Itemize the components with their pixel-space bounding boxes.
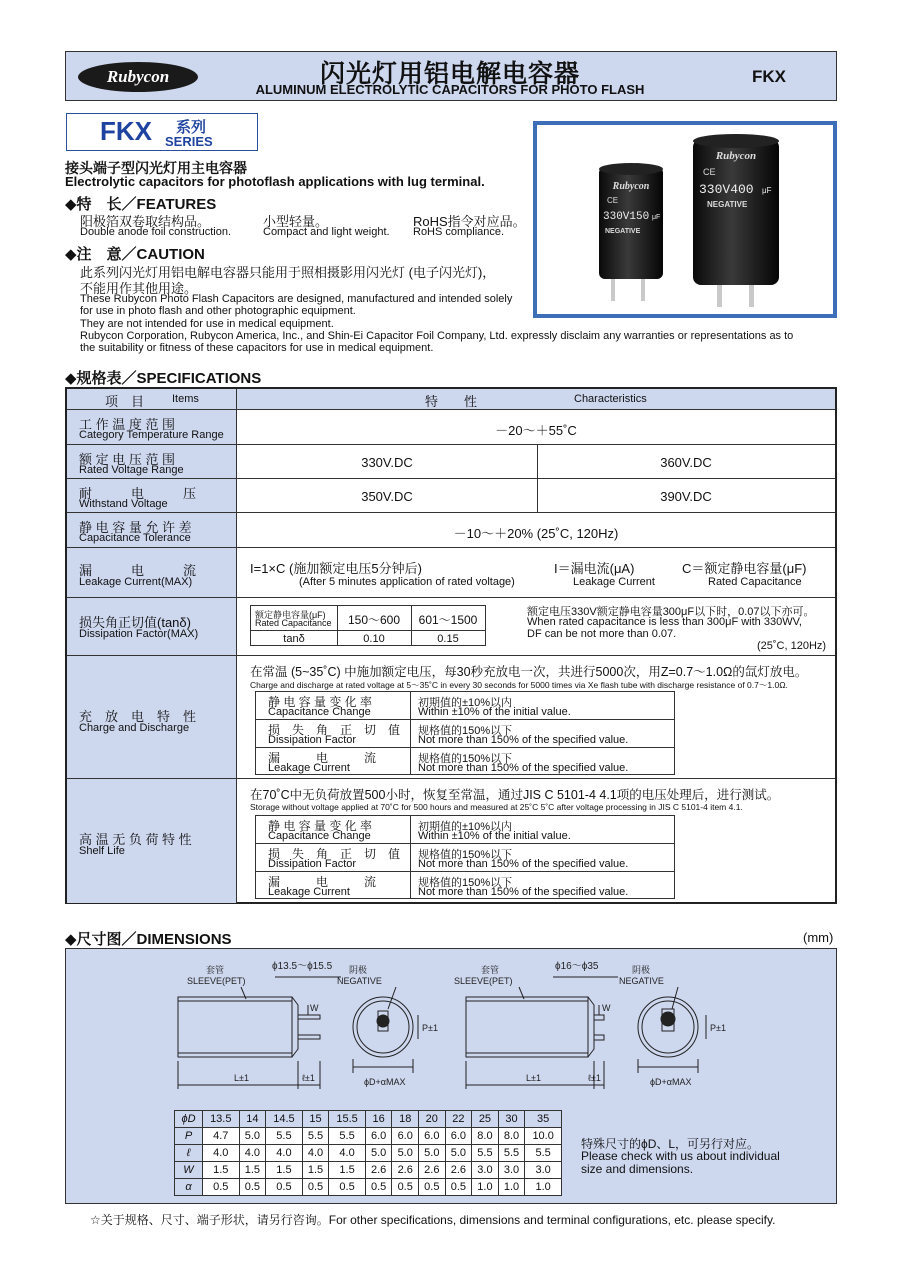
leakage-c-def-en: Rated Capacitance (708, 576, 802, 588)
dim-cell: 5.5 (498, 1145, 525, 1162)
df-note-en-2: DF can be not more than 0.07. (527, 628, 677, 640)
shelf-desc-en: Storage without voltage applied at 70˚C for 500 hours and measured at 25˚C 5˚C after voltage processing in JIS C 5101-4 item 4.1. (250, 802, 743, 812)
series-code: FKX (752, 67, 786, 86)
temp-value: －20～＋55˚C (495, 423, 577, 438)
dim-cell: 0.5 (239, 1179, 266, 1196)
dim-cell: 5.0 (239, 1128, 266, 1145)
right-sleeve-cn: 套管 (481, 965, 500, 975)
right-end-view (638, 997, 698, 1057)
right-sleeve-en: SLEEVE(PET) (454, 976, 513, 986)
withstand-value-2: 390V.DC (660, 489, 712, 504)
charge-desc-cn: 在常温 (5~35˚C) 中施加额定电压，每30秒充放电一次，共进行5000次，用Z=0.7～1.0Ω的氙灯放电。 (250, 665, 808, 679)
shelf-r3-en: Leakage Current (268, 886, 350, 898)
right-terminal-1 (594, 1015, 604, 1020)
series-box (66, 113, 258, 151)
left-range: ϕ13.5～ϕ15.5 (272, 961, 333, 972)
dim-cell: 2.6 (445, 1162, 472, 1179)
charge-r1-en: Capacitance Change (268, 706, 371, 718)
dim-cell: 1.0 (525, 1179, 562, 1196)
dim-cell: 13.5 (203, 1111, 240, 1128)
dim-cell: 6.0 (365, 1128, 392, 1145)
feature-1-en: Double anode foil construction. (80, 226, 232, 238)
withstand-label-cn: 耐 电 压 (79, 486, 197, 501)
feature-3-cn: RoHS指令对应品。 (413, 214, 526, 229)
dim-row-label: W (175, 1162, 203, 1179)
df-note-en-1: When rated capacitance is less than 300μF with 330WV, (527, 616, 802, 628)
shelf-r2-en: Dissipation Factor (268, 858, 357, 870)
right-W-label: W (602, 1003, 611, 1013)
leakage-formula: I=1×C (施加额定电压5分钟后) (250, 561, 422, 576)
dim-cell: 4.0 (329, 1145, 366, 1162)
feature-2-en: Compact and light weight. (263, 226, 390, 238)
leakage-label-cn: 漏 电 流 (79, 563, 197, 578)
feature-1-cn: 阳极箔双卷取结构品。 (80, 214, 211, 229)
rubycon-logo: Rubycon (78, 62, 198, 92)
dim-cell: 2.6 (365, 1162, 392, 1179)
charge-r2-en: Dissipation Factor (268, 734, 357, 746)
dim-cell: 5.5 (329, 1128, 366, 1145)
withstand-label-en: Withstand Voltage (79, 498, 168, 510)
series-label-cn: 系列 (176, 119, 207, 136)
left-D-label: ϕD+αMAX (364, 1077, 406, 1087)
dim-cell: 35 (525, 1111, 562, 1128)
dim-row (175, 1162, 562, 1179)
large-cap-ce: CE (703, 167, 716, 177)
spec-row-charge (67, 655, 835, 778)
dim-cell: 10.0 (525, 1128, 562, 1145)
product-photo (533, 121, 837, 318)
spec-row-shelf (67, 778, 835, 902)
dim-cell: 22 (445, 1111, 472, 1128)
dim-note-cn: 特殊尺寸的ϕD、L，可另行对应。 (581, 1137, 760, 1151)
right-l-label: ℓ±1 (588, 1073, 601, 1083)
dim-cell: 5.0 (419, 1145, 446, 1162)
dim-row (175, 1179, 562, 1196)
dim-cell: 5.5 (266, 1128, 303, 1145)
dim-row-label: α (175, 1179, 203, 1196)
right-terminal-2 (594, 1035, 604, 1040)
df-note-cn: 额定电压330V额定静电容量300μF以下时，0.07以下亦可。 (527, 606, 815, 618)
temp-label-cn: 工 作 温 度 范 围 (79, 417, 176, 432)
leakage-c-def: C＝额定静电容量(μF) (682, 561, 807, 576)
spec-row-dissipation (67, 597, 835, 655)
dim-cell: 4.0 (266, 1145, 303, 1162)
dim-cell: 1.5 (239, 1162, 266, 1179)
left-neg-en: NEGATIVE (337, 976, 382, 986)
shelf-r1-vcn: 初期值的±10%以内 (418, 821, 513, 833)
dim-cell: 5.0 (365, 1145, 392, 1162)
dim-cell: 1.5 (302, 1162, 329, 1179)
charge-r1-vcn: 初期值的±10%以内 (418, 697, 513, 709)
left-neg-cn: 阴极 (349, 965, 368, 975)
dim-cell: 1.5 (266, 1162, 303, 1179)
dim-cell: 14.5 (266, 1111, 303, 1128)
tolerance-value: －10～＋20% (25˚C, 120Hz) (453, 526, 619, 541)
dim-note-en-1: Please check with us about individual (581, 1149, 780, 1163)
charge-r3-vcn: 规格值的150%以下 (418, 753, 513, 765)
charge-r3-en: Leakage Current (268, 762, 350, 774)
left-terminal-1 (298, 1015, 320, 1019)
leakage-label-en: Leakage Current(MAX) (79, 576, 193, 588)
charge-r3-ven: Not more than 150% of the specified value. (418, 762, 629, 774)
dim-cell: 30 (498, 1111, 525, 1128)
dim-cell: 18 (392, 1111, 419, 1128)
temp-label-en: Category Temperature Range (79, 429, 224, 441)
specs-heading: ◆规格表／SPECIFICATIONS (65, 370, 262, 387)
df-cap-range-2: 601～1500 (418, 613, 478, 627)
head-char-cn: 特 性 (425, 394, 478, 409)
dim-cell: 6.0 (445, 1128, 472, 1145)
leakage-i-def-en: Leakage Current (573, 576, 655, 588)
dim-cell: 4.7 (203, 1128, 240, 1145)
footer-note: ☆关于规格、尺寸、端子形状，请另行咨询。For other specifications, dimensions and terminal configurations, etc. please specify. (90, 1213, 776, 1227)
dimension-table (174, 1110, 562, 1196)
small-cap-unit: μF (652, 214, 661, 221)
dim-row (175, 1128, 562, 1145)
dim-cell: 4.0 (302, 1145, 329, 1162)
dim-cell: 6.0 (392, 1128, 419, 1145)
dim-cell: 5.5 (472, 1145, 499, 1162)
tolerance-label-cn: 静 电 容 量 允 许 差 (79, 520, 192, 535)
dim-cell: 1.0 (472, 1179, 499, 1196)
shelf-r1-en: Capacitance Change (268, 830, 371, 842)
dim-row (175, 1111, 562, 1128)
capacitor-photo-svg (537, 125, 833, 314)
series-label-en: SERIES (165, 134, 213, 149)
dim-cell: 5.5 (302, 1128, 329, 1145)
caution-en-4: Rubycon Corporation, Rubycon America, Inc., and Shin-Ei Capacitor Foil Company, Ltd. expressly disclaim any warranties or representations as to (80, 330, 794, 342)
voltage-label-cn: 额 定 电 压 范 围 (79, 452, 176, 467)
left-L-label: L±1 (234, 1073, 249, 1083)
left-sleeve-en: SLEEVE(PET) (187, 976, 246, 986)
dim-cell: 0.5 (365, 1179, 392, 1196)
dim-cell: 1.5 (329, 1162, 366, 1179)
dim-cell: 3.0 (472, 1162, 499, 1179)
dim-cell: 4.0 (239, 1145, 266, 1162)
shelf-desc-cn: 在70˚C中无负荷放置500小时，恢复至常温，通过JIS C 5101-4 4.1项的电压处理后，进行测试。 (250, 788, 780, 802)
caution-en-2: for use in photo flash and other photographic equipment. (80, 305, 356, 317)
left-W-label: W (310, 1003, 319, 1013)
charge-r3-cn: 漏 电 流 (268, 751, 377, 765)
head-char-en: Characteristics (574, 393, 647, 405)
right-neg-en: NEGATIVE (619, 976, 664, 986)
charge-label-cn: 充 放 电 特 性 (79, 709, 197, 724)
dim-cell: 0.5 (302, 1179, 329, 1196)
head-items-cn: 项 目 (105, 394, 145, 409)
spec-row-tolerance (67, 512, 835, 547)
large-cap-negative: NEGATIVE (707, 200, 748, 209)
shelf-subtable (255, 815, 675, 899)
dimensions-unit: (mm) (803, 930, 834, 945)
right-neg-cn: 阴极 (632, 965, 651, 975)
spec-table (65, 387, 837, 904)
dim-row-label: ℓ (175, 1145, 203, 1162)
left-P-label: P±1 (422, 1023, 438, 1033)
df-cap-range-1: 150～600 (347, 613, 401, 627)
leakage-i-def: I＝漏电流(μA) (554, 561, 635, 576)
shelf-r3-ven: Not more than 150% of the specified value. (418, 886, 629, 898)
dim-cell: 1.5 (203, 1162, 240, 1179)
left-sleeve-cn: 套管 (206, 965, 225, 975)
right-side-body (466, 997, 588, 1057)
dim-cell: 16 (365, 1111, 392, 1128)
right-P-label: P±1 (710, 1023, 726, 1033)
charge-r1-ven: Within ±10% of the initial value. (418, 706, 571, 718)
dim-note-en-2: size and dimensions. (581, 1162, 694, 1176)
small-cap-ce: CE (607, 196, 619, 205)
df-value-1: 0.10 (363, 633, 385, 645)
small-cap-brand: Rubycon (612, 181, 650, 192)
shelf-label-en: Shelf Life (79, 845, 125, 857)
withstand-value-1: 350V.DC (361, 489, 413, 504)
dim-cell: 25 (472, 1111, 499, 1128)
dim-cell: 2.6 (419, 1162, 446, 1179)
caution-heading: ◆注 意／CAUTION (65, 246, 205, 263)
dissipation-label-en: Dissipation Factor(MAX) (79, 628, 199, 640)
dim-cell: 0.5 (392, 1179, 419, 1196)
dim-cell: 15 (302, 1111, 329, 1128)
voltage-value-1: 330V.DC (361, 455, 413, 470)
df-condition: (25˚C, 120Hz) (757, 640, 827, 652)
left-terminal-2 (298, 1035, 320, 1039)
caution-cn-1: 此系列闪光灯用铝电解电容器只能用于照相摄影用闪光灯 (电子闪光灯)， (80, 265, 496, 280)
dim-cell: 0.5 (445, 1179, 472, 1196)
dim-cell: 5.0 (445, 1145, 472, 1162)
dimension-drawings (66, 949, 836, 1109)
dim-cell: 8.0 (472, 1128, 499, 1145)
charge-subtable (255, 691, 675, 775)
dim-cell: 1.0 (498, 1179, 525, 1196)
caution-cn-2: 不能用作其他用途。 (80, 281, 198, 296)
feature-3-en: RoHS compliance. (413, 226, 505, 238)
dissipation-subtable (250, 605, 486, 646)
shelf-r2-vcn: 规格值的150%以下 (418, 849, 513, 861)
shelf-r3-cn: 漏 电 流 (268, 875, 377, 889)
charge-label-en: Charge and Discharge (79, 722, 190, 734)
dim-cell: 14 (239, 1111, 266, 1128)
df-head-en: Rated Capacitance (255, 618, 332, 628)
dim-cell: 3.0 (525, 1162, 562, 1179)
small-cap-rating: 330V150 (603, 211, 650, 223)
large-cap-rating: 330V400 (699, 182, 754, 197)
dim-cell: 15.5 (329, 1111, 366, 1128)
dim-cell: 0.5 (266, 1179, 303, 1196)
title-en: ALUMINUM ELECTROLYTIC CAPACITORS FOR PHOTO FLASH (255, 82, 645, 97)
dim-cell: 3.0 (498, 1162, 525, 1179)
dim-cell: 0.5 (419, 1179, 446, 1196)
shelf-r2-cn: 损 失 角 正 切 值 (268, 847, 401, 861)
left-l-label: ℓ±1 (302, 1073, 315, 1083)
dim-cell: 2.6 (392, 1162, 419, 1179)
shelf-r2-ven: Not more than 150% of the specified value. (418, 858, 629, 870)
df-head-cn: 额定静电容量(μF) (255, 610, 326, 620)
dim-cell: 0.5 (203, 1179, 240, 1196)
right-D-label: ϕD+αMAX (650, 1077, 692, 1087)
intro-cn: 接头端子型闪光灯用主电容器 (65, 160, 247, 176)
feature-2-cn: 小型轻量。 (263, 214, 329, 229)
features-heading: ◆特 长／FEATURES (65, 196, 217, 213)
dim-cell: 4.0 (203, 1145, 240, 1162)
df-value-2: 0.15 (437, 633, 459, 645)
charge-r2-ven: Not more than 150% of the specified value. (418, 734, 629, 746)
dim-cell: 5.5 (525, 1145, 562, 1162)
series-name: FKX (100, 116, 152, 146)
dim-cell: 6.0 (419, 1128, 446, 1145)
spec-header-row (67, 389, 835, 409)
charge-r2-vcn: 规格值的150%以下 (418, 725, 513, 737)
caution-en-1: These Rubycon Photo Flash Capacitors are designed, manufactured and intended solely (80, 293, 513, 305)
large-cap-brand: Rubycon (715, 150, 757, 162)
spec-row-withstand (67, 478, 835, 512)
caution-en-5: the suitability or fitness of these capacitors for use in medical equipment. (80, 342, 434, 354)
large-cap-unit: μF (762, 186, 772, 195)
dim-cell: 5.0 (392, 1145, 419, 1162)
small-cap-negative: NEGATIVE (605, 228, 641, 235)
tolerance-label-en: Capacitance Tolerance (79, 532, 191, 544)
dimensions-heading: ◆尺寸图／DIMENSIONS (65, 931, 232, 948)
right-L-label: L±1 (526, 1073, 541, 1083)
dim-cell: 0.5 (329, 1179, 366, 1196)
voltage-value-2: 360V.DC (660, 455, 712, 470)
shelf-r1-cn: 静 电 容 量 变 化 率 (268, 819, 373, 833)
left-side-body (178, 997, 292, 1057)
shelf-r1-ven: Within ±10% of the initial value. (418, 830, 571, 842)
dim-cell: 8.0 (498, 1128, 525, 1145)
leakage-formula-en: (After 5 minutes application of rated voltage) (299, 576, 515, 588)
dim-cell: 20 (419, 1111, 446, 1128)
shelf-label-cn: 高 温 无 负 荷 特 性 (79, 832, 192, 847)
intro-en: Electrolytic capacitors for photoflash applications with lug terminal. (65, 174, 485, 189)
dissipation-label-cn: 损失角正切值(tanδ) (79, 615, 191, 630)
dim-row-label: ϕD (175, 1111, 203, 1128)
charge-r2-cn: 损 失 角 正 切 值 (268, 723, 401, 737)
caution-en-3: They are not intended for use in medical equipment. (80, 318, 334, 330)
shelf-r3-vcn: 规格值的150%以下 (418, 877, 513, 889)
right-range: ϕ16～ϕ35 (555, 961, 599, 972)
charge-desc-en: Charge and discharge at rated voltage at 5～35˚C in every 30 seconds for 5000 times via Xe flash tube with discharge resistance of 0.7～1.0Ω. (250, 680, 788, 690)
df-tan-label: tanδ (283, 633, 305, 645)
spec-row-leakage (67, 547, 835, 597)
voltage-label-en: Rated Voltage Range (79, 464, 184, 476)
title-cn: 闪光灯用铝电解电容器 (319, 60, 580, 88)
dim-row-label: P (175, 1128, 203, 1145)
head-items-en: Items (172, 393, 199, 405)
spec-row-voltage (67, 444, 835, 478)
spec-row-temperature (67, 409, 835, 444)
charge-r1-cn: 静 电 容 量 变 化 率 (268, 695, 373, 709)
dim-row (175, 1145, 562, 1162)
